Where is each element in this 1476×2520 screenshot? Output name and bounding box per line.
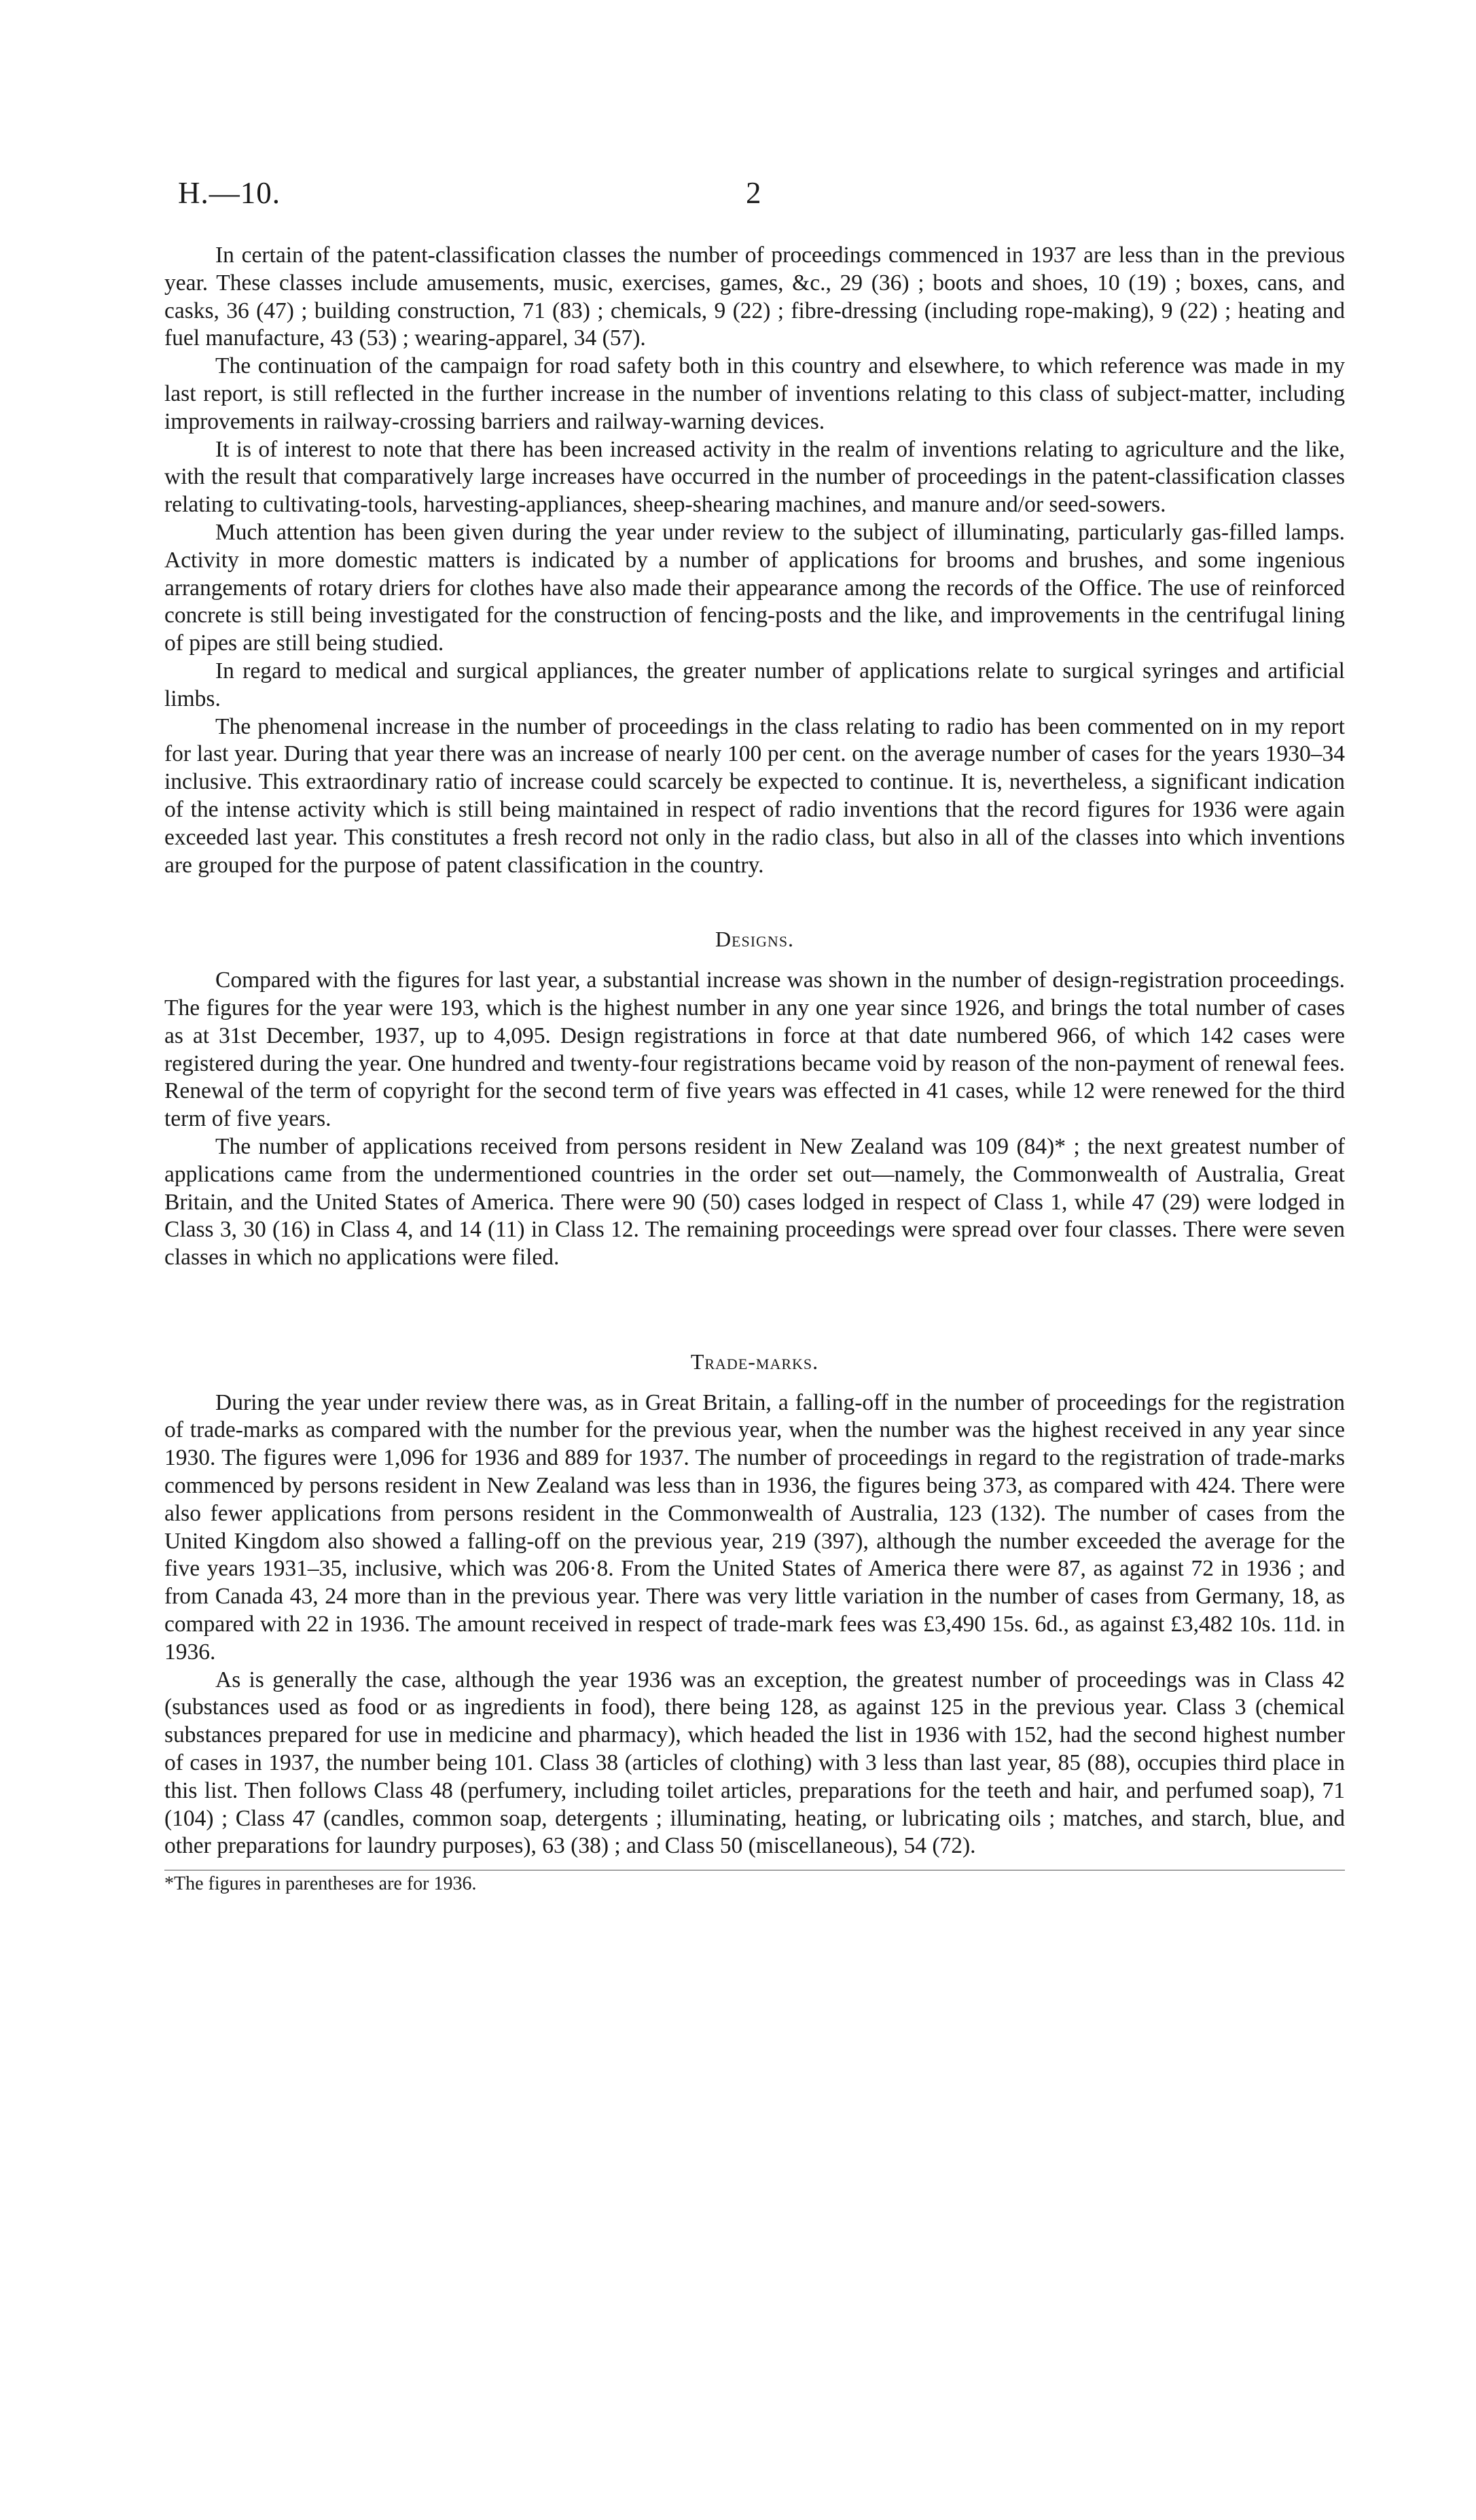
trade-marks-heading: Trade-marks. [690,1349,819,1374]
paragraph: In certain of the patent-classification classes the number of proceedings commenced in 1937 are less than in the previous year. These classes include amusements, music, exercises, games, &c., 29 (36) ; boots and shoes, 10 (19) ; boxes, cans, and casks, 36 (47) ; building construction, 71 (83) ; chemicals, 9 (22) ; fibre-dressing (including rope-making), 9 (22) ; heating and fuel manufacture, 43 (53) ; wearing-apparel, 34 (57). [164,243,1345,351]
paragraph: In regard to medical and surgical appliances, the greater number of applications relate to surgical syringes and artificial limbs. [164,658,1345,711]
paragraph: Compared with the figures for last year, a substantial increase was shown in the number of design-registration proceedings. The figures for the year were 193, which is the highest number in any one year since 1926, and brings the total number of cases as at 31st December, 1937, up to 4,095. Design registrations in force at that date numbered 966, of which 142 cases were registered during the year. One hundred and twenty-four registrations became void by reason of the non-payment of renewal fees. Renewal of the term of copyright for the second term of five years was effected in 41 cases, while 12 were renewed for the third term of five years. [164,968,1345,1132]
paragraph: It is of interest to note that there has been increased activity in the realm of inventions relating to agriculture and the like, with the result that comparatively large increases have occurred in the number of proceedings in the patent-classification classes relating to cultivating-tools, harvesting-appliances, sheep-shearing machines, and manure and/or seed-sowers. [164,436,1345,518]
paragraph: During the year under review there was, as in Great Britain, a falling-off in the number of proceedings for the registration of trade-marks as compared with the number for the previous year, when the number was the highest received in any year since 1930. The figures were 1,096 for 1936 and 889 for 1937. The number of proceedings in regard to the registration of trade-marks commenced by persons resident in New Zealand was less than in 1936, the figures being 373, as compared with 424. There were also fewer applications from persons resident in the Commonwealth of Australia, 123 (132). The number of cases from the United Kingdom also showed a falling-off on the previous year, 219 (397), although the number exceeded the average for the five years 1931–35, inclusive, which was 206·8. From the United States of America there were 87, as against 72 in 1936 ; and from Canada 43, 24 more than in the previous year. There was very little variation in the number of cases from Germany, 18, as compared with 22 in 1936. The amount received in respect of trade-mark fees was £3,490 15s. 6d., as against £3,482 10s. 11d. in 1936. [164,1389,1345,1665]
trade-marks-section [164,1348,1345,1860]
document-reference: H.—10. [178,176,281,210]
designs-section [164,925,1345,1272]
patents-section [164,242,1345,879]
page-body [164,242,1345,1898]
paragraph: The phenomenal increase in the number of proceedings in the class relating to radio has been commented on in my report for last year. During that year there was an increase of nearly 100 per cent. on the average number of cases for the years 1930–34 inclusive. This extraordinary ratio of increase could scarcely be expected to continue. It is, nevertheless, a significant indication of the intense activity which is still being maintained in respect of radio inventions that the record figures for 1936 were again exceeded last year. This constitutes a fresh record not only in the radio class, but also in all of the classes into which inventions are grouped for the purpose of patent classification in the country. [164,713,1345,878]
paragraph: The continuation of the campaign for road safety both in this country and elsewhere, to which reference was made in my last report, is still reflected in the further increase in the number of inventions relating to this class of subject-matter, including improvements in railway-crossing barriers and railway-warning devices. [164,353,1345,434]
paragraph: Much attention has been given during the year under review to the subject of illuminating, particularly gas-filled lamps. Activity in more domestic matters is indicated by a number of applications for brooms and brushes, and some ingenious arrangements of rotary driers for clothes have also made their appearance among the records of the Office. The use of reinforced concrete is still being investigated for the construction of fencing-posts and the like, and improvements in the centrifugal lining of pipes are still being studied. [164,519,1345,656]
paragraph: As is generally the case, although the year 1936 was an exception, the greatest number of proceedings was in Class 42 (substances used as food or as ingredients in food), there being 128, as against 125 in the previous year. Class 3 (chemical substances prepared for use in medicine and pharmacy), which headed the list in 1936 with 152, had the second highest number of cases in 1937, the number being 101. Class 38 (articles of clothing) with 3 less than last year, 85 (88), occupies third place in this list. Then follows Class 48 (perfumery, including toilet articles, preparations for the teeth and hair, and perfumed soap), 71 (104) ; Class 47 (candles, common soap, detergents ; illuminating, heating, or lubricating oils ; matches, and starch, blue, and other preparations for laundry purposes), 63 (38) ; and Class 50 (miscellaneous), 54 (72). [164,1667,1345,1859]
page-number: 2 [746,176,761,210]
paragraph: The number of applications received from persons resident in New Zealand was 109 (84)* ; the next greatest number of applications came from the undermentioned countries in the order set out—namely, the Commonwealth of Australia, Great Britain, and the United States of America. There were 90 (50) cases lodged in respect of Class 1, while 47 (29) were lodged in Class 3, 30 (16) in Class 4, and 14 (11) in Class 12. The remaining proceedings were spread over four classes. There were seven classes in which no applications were filed. [164,1133,1345,1271]
footnote: *The figures in parentheses are for 1936. [164,1873,477,1895]
designs-heading: Designs. [715,927,795,952]
